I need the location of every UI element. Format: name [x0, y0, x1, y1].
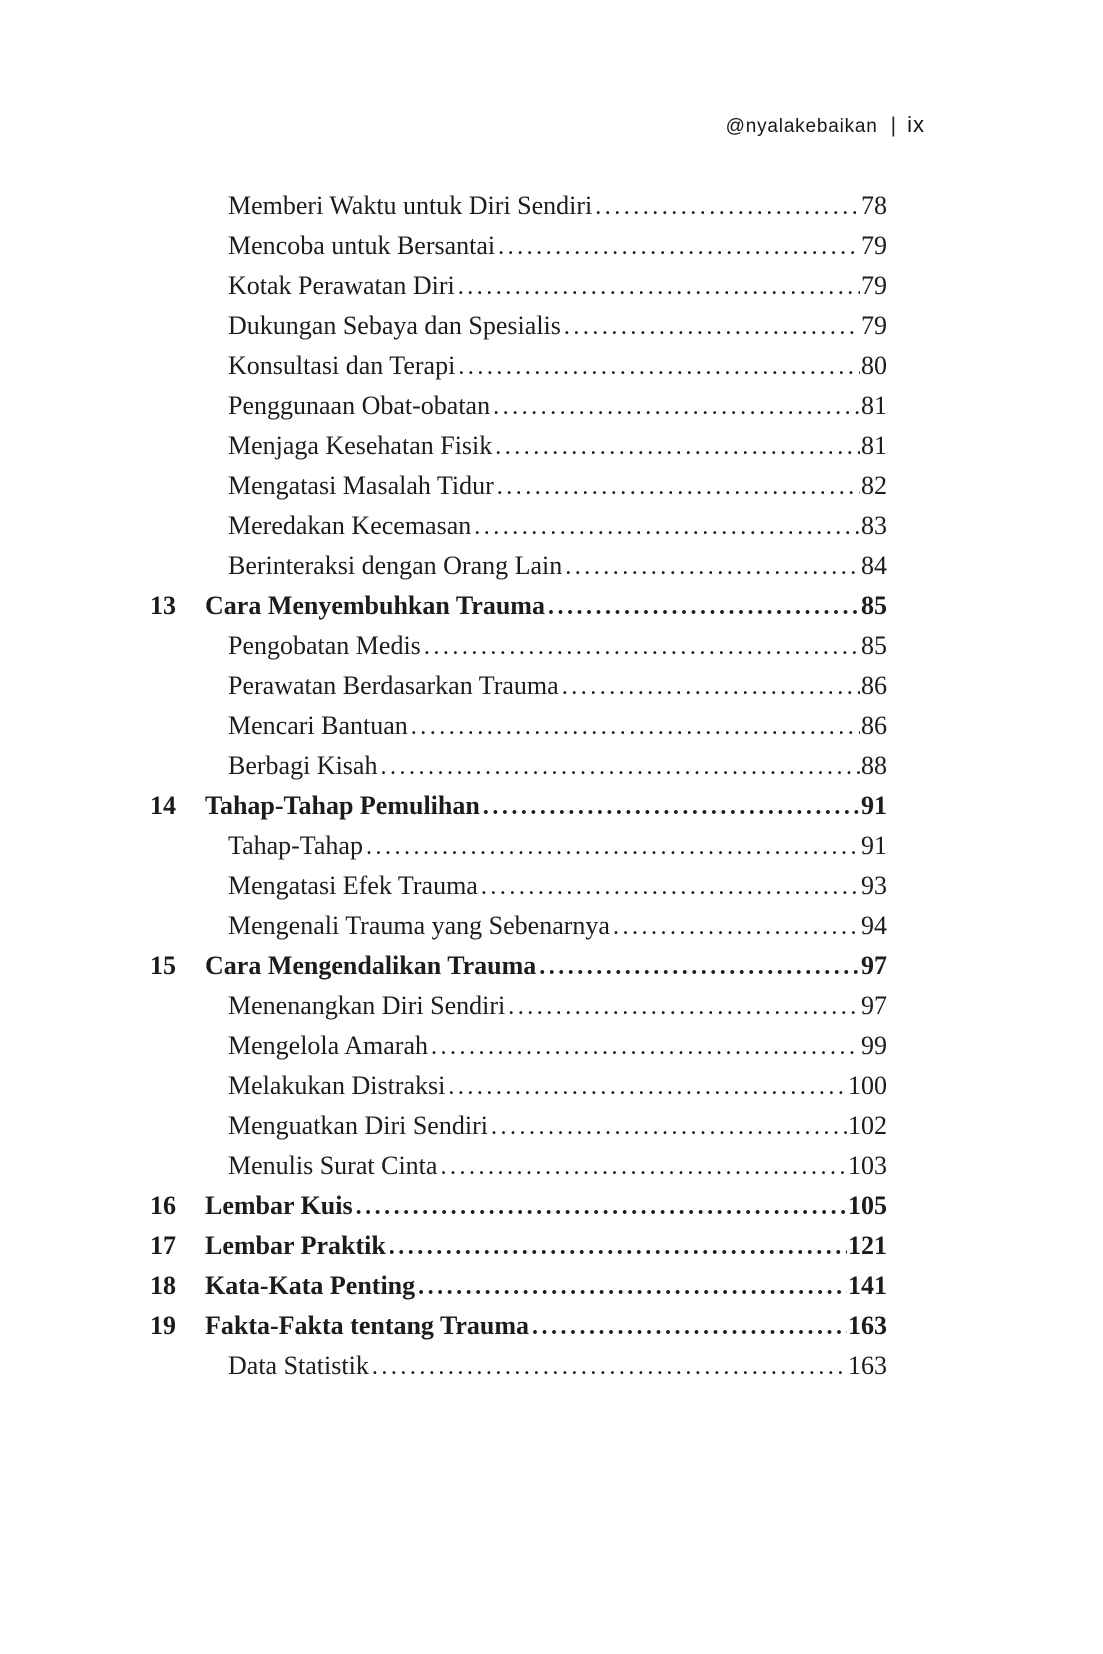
dot-leader	[458, 267, 860, 307]
toc-page-number: 85	[861, 591, 887, 620]
toc-entry	[150, 466, 887, 506]
toc-entry	[150, 426, 887, 466]
toc-entry-title: Mengelola Amarah	[228, 1031, 428, 1060]
toc-page-number: 85	[861, 631, 887, 660]
toc-entry	[150, 946, 887, 986]
dot-leader	[481, 867, 860, 907]
toc-page-number: 141	[848, 1271, 887, 1300]
toc-page-number: 79	[861, 231, 887, 260]
toc-entry	[150, 586, 887, 626]
toc-entry	[150, 506, 887, 546]
toc-entry	[150, 866, 887, 906]
chapter-number: 16	[150, 1191, 176, 1220]
toc-entry-title: Penggunaan Obat-obatan	[228, 391, 491, 420]
chapter-number: 15	[150, 951, 176, 980]
toc-entry-title: Menulis Surat Cinta	[228, 1151, 438, 1180]
toc-entry-title: Mengatasi Masalah Tidur	[228, 471, 494, 500]
toc-page-number: 79	[861, 271, 887, 300]
toc-entry	[150, 626, 887, 666]
toc-entry-title: Kata-Kata Penting	[205, 1271, 416, 1300]
running-header	[0, 112, 925, 138]
toc-entry	[150, 306, 887, 346]
chapter-number: 17	[150, 1231, 176, 1260]
toc-entry	[150, 186, 887, 226]
dot-leader	[366, 827, 860, 867]
toc-page-number: 84	[861, 551, 887, 580]
dot-leader	[356, 1187, 847, 1227]
toc-page-number: 91	[861, 791, 887, 820]
dot-leader	[380, 747, 860, 787]
toc-page-number: 82	[861, 471, 887, 500]
chapter-number: 13	[150, 591, 176, 620]
toc-entry	[150, 1146, 887, 1186]
toc-entry-title: Dukungan Sebaya dan Spesialis	[228, 311, 561, 340]
toc-entry-title: Lembar Praktik	[205, 1231, 386, 1260]
toc-page-number: 163	[848, 1351, 887, 1380]
toc-page-number: 83	[861, 511, 887, 540]
toc-entry	[150, 346, 887, 386]
dot-leader	[565, 547, 860, 587]
toc-page-number: 78	[861, 191, 887, 220]
toc-page-number: 97	[861, 991, 887, 1020]
toc-entry-title: Mencoba untuk Bersantai	[228, 231, 496, 260]
toc-page-number: 88	[861, 751, 887, 780]
toc-entry	[150, 1026, 887, 1066]
dot-leader	[440, 1147, 847, 1187]
chapter-number: 14	[150, 791, 176, 820]
dot-leader	[539, 947, 860, 987]
toc-entry-title: Cara Mengendalikan Trauma	[205, 951, 537, 980]
toc-entry	[150, 546, 887, 586]
toc-entry-title: Tahap-Tahap	[228, 831, 363, 860]
toc-page-number: 86	[861, 711, 887, 740]
dot-leader	[497, 467, 860, 507]
toc-page-number: 81	[861, 431, 887, 460]
toc-entry	[150, 1226, 887, 1266]
dot-leader	[389, 1227, 847, 1267]
toc-entry-title: Data Statistik	[228, 1351, 369, 1380]
toc-page-number: 91	[861, 831, 887, 860]
dot-leader	[458, 347, 860, 387]
toc-entry	[150, 826, 887, 866]
toc-entry	[150, 706, 887, 746]
toc-entry-title: Tahap-Tahap Pemulihan	[205, 791, 480, 820]
toc-entry	[150, 786, 887, 826]
dot-leader	[448, 1067, 847, 1107]
dot-leader	[508, 987, 860, 1027]
toc-entry	[150, 266, 887, 306]
toc-entry	[150, 1306, 887, 1346]
toc-entry-title: Konsultasi dan Terapi	[228, 351, 456, 380]
toc-entry	[150, 226, 887, 266]
toc-page-number: 105	[848, 1191, 887, 1220]
toc-entry	[150, 1346, 887, 1386]
toc-page-number: 97	[861, 951, 887, 980]
toc-page-number: 121	[848, 1231, 887, 1260]
dot-leader	[548, 587, 860, 627]
toc-page-number: 93	[861, 871, 887, 900]
toc-page-number: 79	[861, 311, 887, 340]
toc-page-number: 99	[861, 1031, 887, 1060]
toc-entry	[150, 986, 887, 1026]
header-separator: |	[890, 114, 897, 137]
toc-entry	[150, 386, 887, 426]
chapter-number: 19	[150, 1311, 176, 1340]
toc-page-number: 81	[861, 391, 887, 420]
toc-entry-title: Melakukan Distraksi	[228, 1071, 446, 1100]
toc-entry	[150, 746, 887, 786]
toc-page-number: 94	[861, 911, 887, 940]
toc-entry-title: Cara Menyembuhkan Trauma	[205, 591, 545, 620]
header-page-number: ix	[907, 112, 925, 137]
dot-leader	[595, 187, 860, 227]
toc-page-number: 102	[848, 1111, 887, 1140]
dot-leader	[418, 1267, 847, 1307]
dot-leader	[372, 1347, 847, 1387]
toc-page-number: 86	[861, 671, 887, 700]
toc-entry-title: Fakta-Fakta tentang Trauma	[205, 1311, 530, 1340]
toc-entry-title: Kotak Perawatan Diri	[228, 271, 455, 300]
toc-page-number: 100	[848, 1071, 887, 1100]
toc-entry-title: Meredakan Kecemasan	[228, 511, 472, 540]
toc-entry-title: Memberi Waktu untuk Diri Sendiri	[228, 191, 593, 220]
toc-entry-title: Lembar Kuis	[205, 1191, 353, 1220]
dot-leader	[411, 707, 860, 747]
dot-leader	[424, 627, 860, 667]
toc-entry-title: Mengenali Trauma yang Sebenarnya	[228, 911, 610, 940]
toc-entry	[150, 1066, 887, 1106]
toc-entry	[150, 1106, 887, 1146]
toc-entry-title: Mencari Bantuan	[228, 711, 408, 740]
dot-leader	[564, 307, 860, 347]
toc-entry-title: Pengobatan Medis	[228, 631, 421, 660]
dot-leader	[495, 427, 860, 467]
toc-entry-title: Berinteraksi dengan Orang Lain	[228, 551, 563, 580]
toc-entry-title: Perawatan Berdasarkan Trauma	[228, 671, 559, 700]
chapter-number: 18	[150, 1271, 176, 1300]
dot-leader	[483, 787, 860, 827]
toc-entry-title: Berbagi Kisah	[228, 751, 378, 780]
dot-leader	[493, 387, 860, 427]
dot-leader	[491, 1107, 847, 1147]
toc-entry-title: Mengatasi Efek Trauma	[228, 871, 478, 900]
table-of-contents	[150, 186, 887, 1386]
toc-entry-title: Menjaga Kesehatan Fisik	[228, 431, 493, 460]
toc-page-number: 163	[848, 1311, 887, 1340]
dot-leader	[498, 227, 860, 267]
header-handle: @nyalakebaikan	[725, 116, 878, 137]
toc-entry	[150, 666, 887, 706]
toc-entry	[150, 906, 887, 946]
dot-leader	[613, 907, 860, 947]
toc-entry-title: Menguatkan Diri Sendiri	[228, 1111, 488, 1140]
toc-entry-title: Menenangkan Diri Sendiri	[228, 991, 506, 1020]
dot-leader	[474, 507, 860, 547]
dot-leader	[562, 667, 860, 707]
toc-page-number: 103	[848, 1151, 887, 1180]
toc-entry	[150, 1266, 887, 1306]
dot-leader	[431, 1027, 860, 1067]
toc-page-number: 80	[861, 351, 887, 380]
dot-leader	[532, 1307, 847, 1347]
toc-entry	[150, 1186, 887, 1226]
